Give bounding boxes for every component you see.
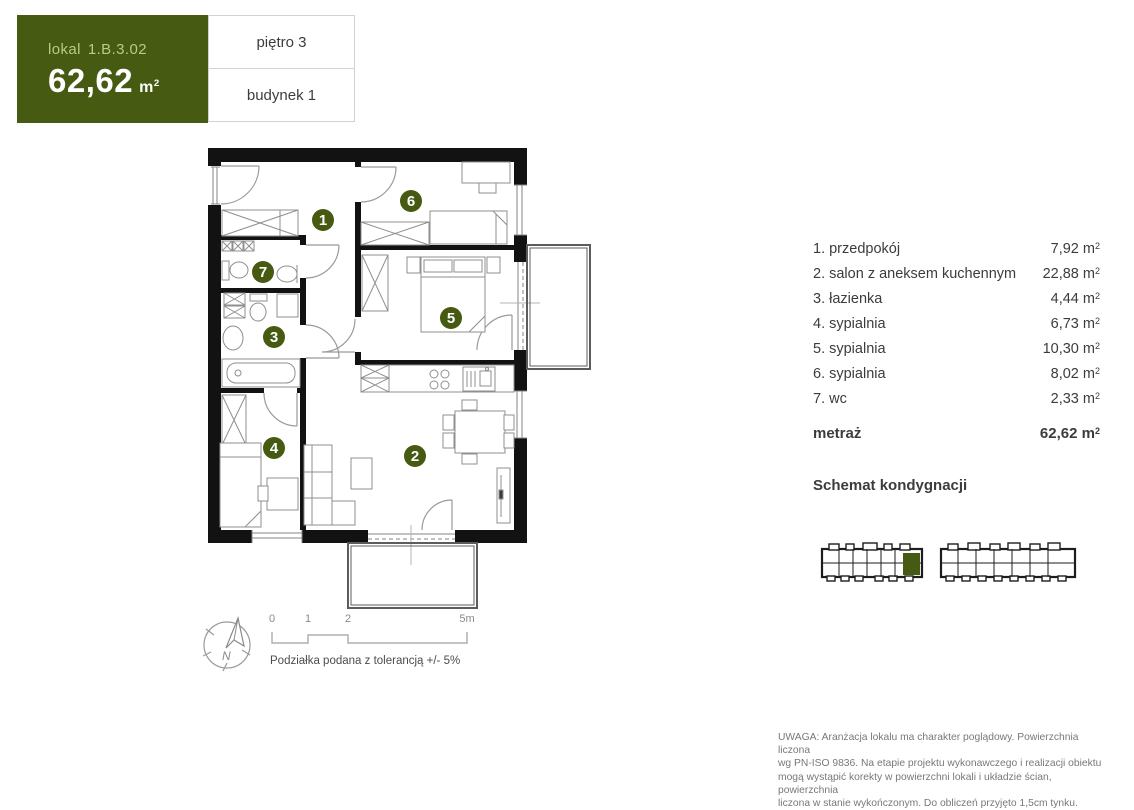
bedroom6-desk <box>462 162 510 193</box>
disclaimer-line: UWAGA: Aranżacja lokalu ma charakter poglądowy. Powierzchnia liczona <box>778 732 1079 757</box>
highlighted-unit <box>903 553 920 575</box>
scale-tick-5m: 5m <box>459 613 475 625</box>
room-area: 4,44 $m^2$ <box>1050 290 1100 307</box>
bedroom6-wardrobe <box>361 222 429 245</box>
disclaimer-text <box>778 731 1110 810</box>
floor-schematic-building-right <box>938 541 1080 585</box>
total-area-row <box>813 420 1100 446</box>
floor-label: piętro 3 <box>256 33 307 51</box>
room-label: 5. sypialnia <box>813 340 886 357</box>
room-list-item <box>813 311 1100 336</box>
room-list-item <box>813 261 1100 286</box>
room-list-item <box>813 236 1100 261</box>
room-area: 7,92 $m^2$ <box>1050 240 1100 257</box>
disclaimer-line: liczona w stanie wykończonym. Do obliczeń przyjęto 1,5cm tynku. <box>778 798 1078 810</box>
room-area: 8,02 $m^2$ <box>1050 365 1100 382</box>
furniture <box>220 162 514 527</box>
kitchen-sink <box>463 367 495 391</box>
room-label: 4. sypialnia <box>813 315 886 332</box>
scale-tick-2: 2 <box>344 613 352 625</box>
tv-cabinet <box>497 468 510 523</box>
room-label: 7. wc <box>813 390 847 407</box>
building-label: budynek 1 <box>246 86 317 104</box>
building-box <box>208 68 355 122</box>
bedroom4-desk <box>258 478 298 510</box>
bedroom5-wardrobe <box>362 255 388 311</box>
room-marker-7: 7 <box>258 264 268 281</box>
unit-area-value: 62,62 <box>48 62 134 99</box>
bathtub <box>222 359 300 387</box>
room-marker-6: 6 <box>406 193 416 210</box>
sofa <box>304 445 355 525</box>
bathroom-cabinet <box>277 294 298 317</box>
scale-tick-1: 1 <box>304 613 312 625</box>
room-list-item <box>813 286 1100 311</box>
room-list <box>813 236 1100 411</box>
room-list-item <box>813 386 1100 411</box>
room-area: 6,73 $m^2$ <box>1050 315 1100 332</box>
room-marker-2: 2 <box>410 448 420 465</box>
unit-number-line <box>48 41 208 58</box>
scale-tick-0: 0 <box>268 613 276 625</box>
floorplan-drawing <box>200 145 610 620</box>
lokal-label: lokal <box>48 41 81 58</box>
bathroom-washer <box>224 293 245 318</box>
disclaimer-line: wg PN-ISO 9836. Na etapie projektu wykonawczego i realizacji obiektu <box>778 758 1102 770</box>
total-area-value: 62,62 $m^2$ <box>1039 424 1100 442</box>
scale-bar <box>238 606 488 658</box>
wc-sink <box>277 265 297 283</box>
bathroom-sink <box>223 326 243 350</box>
room-label: 2. salon z aneksem kuchennym <box>813 265 1017 282</box>
bathroom-toilet <box>250 294 267 321</box>
floor-schematic-building-left <box>819 541 927 585</box>
hallway-wardrobe <box>222 210 298 236</box>
bedroom4-wardrobe <box>222 395 246 445</box>
room-label: 6. sypialnia <box>813 365 886 382</box>
room-marker-3: 3 <box>269 329 279 346</box>
lokal-number: 1.B.3.02 <box>87 41 147 58</box>
unit-area-unit: $m^2$ <box>139 78 160 96</box>
section-title: Schemat kondygnacji <box>813 477 968 494</box>
room-label: 3. łazienka <box>813 290 883 307</box>
scale-tolerance-note: Podziałka podana z tolerancją +/- 5% <box>270 655 461 667</box>
room-marker-5: 5 <box>446 310 456 327</box>
unit-badge <box>17 15 208 123</box>
bedroom6-bed <box>430 211 507 244</box>
room-marker-1: 1 <box>318 212 328 229</box>
coffee-table <box>351 458 372 489</box>
floor-box <box>208 15 355 69</box>
room-marker-4: 4 <box>269 440 279 457</box>
dining-table <box>455 411 505 453</box>
room-list-item <box>813 336 1100 361</box>
unit-area-line <box>48 64 208 97</box>
room-label: 1. przedpokój <box>813 240 901 257</box>
kitchen-cabinet <box>361 365 389 392</box>
room-list-item <box>813 361 1100 386</box>
wc-toilet <box>222 261 248 280</box>
room-area: 22,88 $m^2$ <box>1042 265 1100 282</box>
room-area: 2,33 $m^2$ <box>1050 390 1100 407</box>
bedroom4-bed <box>220 443 261 527</box>
disclaimer-line: mogą wystąpić korekty w powierzchni lokali i układzie ścian, powierzchnia <box>778 771 1052 796</box>
hallway-shelf <box>222 241 254 251</box>
compass-north-letter: N <box>222 649 231 663</box>
room-area: 10,30 $m^2$ <box>1042 340 1100 357</box>
total-area-label: metraż <box>813 424 862 442</box>
